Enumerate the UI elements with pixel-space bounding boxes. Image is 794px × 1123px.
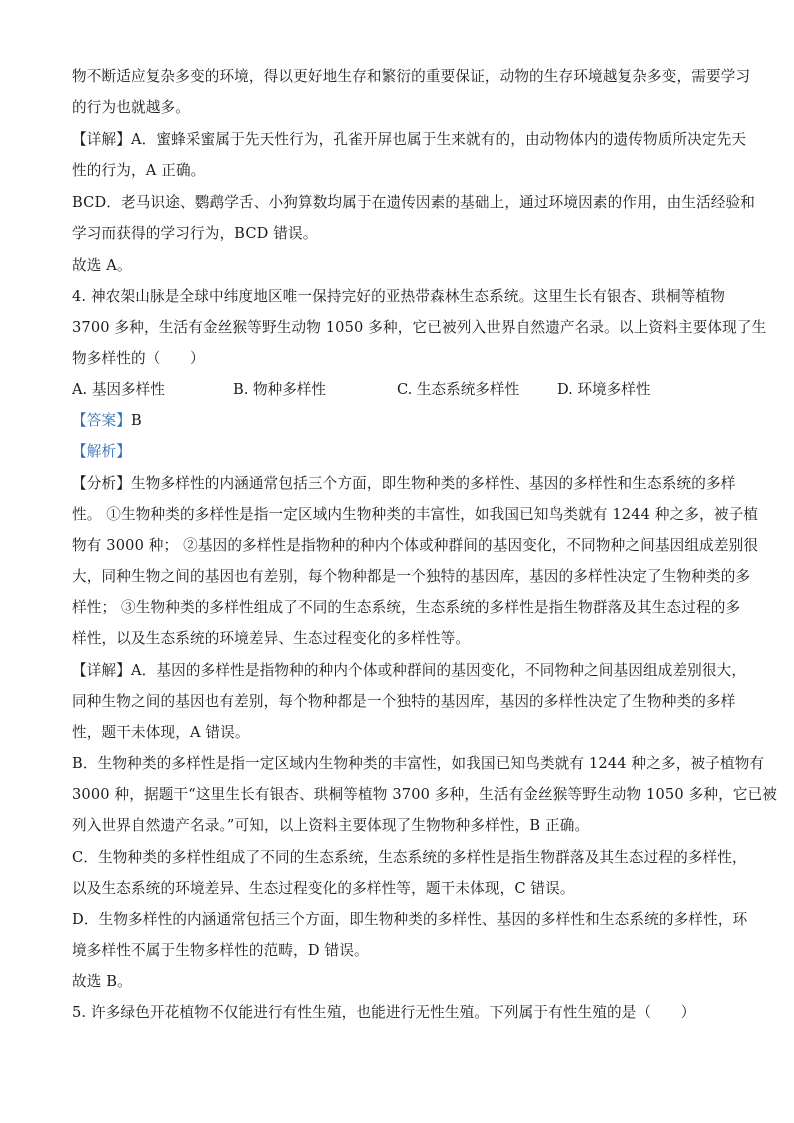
detail-line: BCD．老马识途、鹦鹉学舌、小狗算数均属于在遗传因素的基础上，通过环境因素的作用，由生活经验和 (72, 194, 756, 211)
detail-line: 3000 种，据题干“这里生长有银杏、珙桐等植物 3700 多种，生活有金丝猴等野生动物 1050 多种，它已被 (72, 786, 778, 803)
detail-line: 学习而获得的学习行为，BCD 错误。 (72, 225, 318, 242)
paragraph-line: 物不断适应复杂多变的环境，得以更好地生存和繁衍的重要保证，动物的生存环境越复杂多变，需要学习 (72, 68, 751, 85)
conclusion-line: 故选 A。 (72, 257, 132, 274)
analysis-line: 样性，以及生态系统的环境差异、生态过程变化的多样性等。 (72, 630, 471, 647)
analysis-line: 性。 ①生物种类的多样性是指一定区域内生物种类的丰富性，如我国已知鸟类就有 1244 种之多，被子植 (72, 506, 759, 523)
answer-tag: 【答案】 (72, 412, 131, 429)
detail-line: 同种生物之间的基因也有差别，每个物种都是一个独特的基因库，基因的多样性决定了生物种类的多样 (72, 693, 736, 710)
option-b: B. 物种多样性 (233, 381, 326, 398)
question-stem: 3700 多种，生活有金丝猴等野生动物 1050 多种，它已被列入世界自然遗产名录。以上资料主要体现了生 (72, 319, 767, 336)
detail-line: 【详解】A．蜜蜂采蜜属于先天性行为，孔雀开屏也属于生来就有的，由动物体内的遗传物质所决定先天 (72, 131, 747, 148)
detail-line: B．生物种类的多样性是指一定区域内生物种类的丰富性，如我国已知鸟类就有 1244 种之多，被子植物有 (72, 755, 765, 772)
analysis-tag: 【解析】 (72, 443, 131, 460)
option-d: D. 环境多样性 (557, 381, 651, 398)
analysis-line: 【分析】生物多样性的内涵通常包括三个方面，即生物种类的多样性、基因的多样性和生态系统的多样 (72, 475, 736, 492)
answer-value: B (130, 412, 142, 429)
option-a: A. 基因多样性 (72, 381, 165, 398)
analysis-line: 大，同种生物之间的基因也有差别，每个物种都是一个独特的基因库，基因的多样性决定了生物种类的多 (72, 568, 751, 585)
option-c: C. 生态系统多样性 (397, 381, 520, 398)
answer-line (72, 411, 722, 431)
question-stem: 5. 许多绿色开花植物不仅能进行有性生殖，也能进行无性生殖。下列属于有性生殖的是（ ） (72, 1004, 696, 1021)
detail-line: D．生物多样性的内涵通常包括三个方面，即生物种类的多样性、基因的多样性和生态系统的多样性，环 (72, 911, 748, 928)
detail-line: 列入世界自然遗产名录。”可知，以上资料主要体现了生物物种多样性，B 正确。 (72, 817, 590, 834)
detail-line: 境多样性不属于生物多样性的范畴，D 错误。 (72, 942, 369, 959)
detail-line: 性的行为，A 正确。 (72, 162, 206, 179)
question-stem: 4. 神农架山脉是全球中纬度地区唯一保持完好的亚热带森林生态系统。这里生长有银杏、珙桐等植物 (72, 288, 725, 305)
detail-line: C．生物种类的多样性组成了不同的生态系统，生态系统的多样性是指生物群落及其生态过程的多样性， (72, 849, 747, 866)
detail-line: 性，题干未体现，A 错误。 (72, 724, 250, 741)
analysis-line: 样性； ③生物种类的多样性组成了不同的生态系统，生态系统的多样性是指生物群落及其生态过程的多 (72, 599, 741, 616)
detail-line: 【详解】A．基因的多样性是指物种的种内个体或种群间的基因变化，不同物种之间基因组成差别很大， (72, 662, 747, 679)
paragraph-line: 的行为也就越多。 (72, 99, 190, 116)
detail-line: 以及生态系统的环境差异、生态过程变化的多样性等，题干未体现，C 错误。 (72, 880, 575, 897)
question-stem: 物多样性的（ ） (72, 350, 205, 367)
analysis-line: 物有 3000 种； ②基因的多样性是指物种的种内个体或种群间的基因变化，不同物种之间基因组成差别很 (72, 537, 759, 554)
conclusion-line: 故选 B。 (72, 973, 132, 990)
